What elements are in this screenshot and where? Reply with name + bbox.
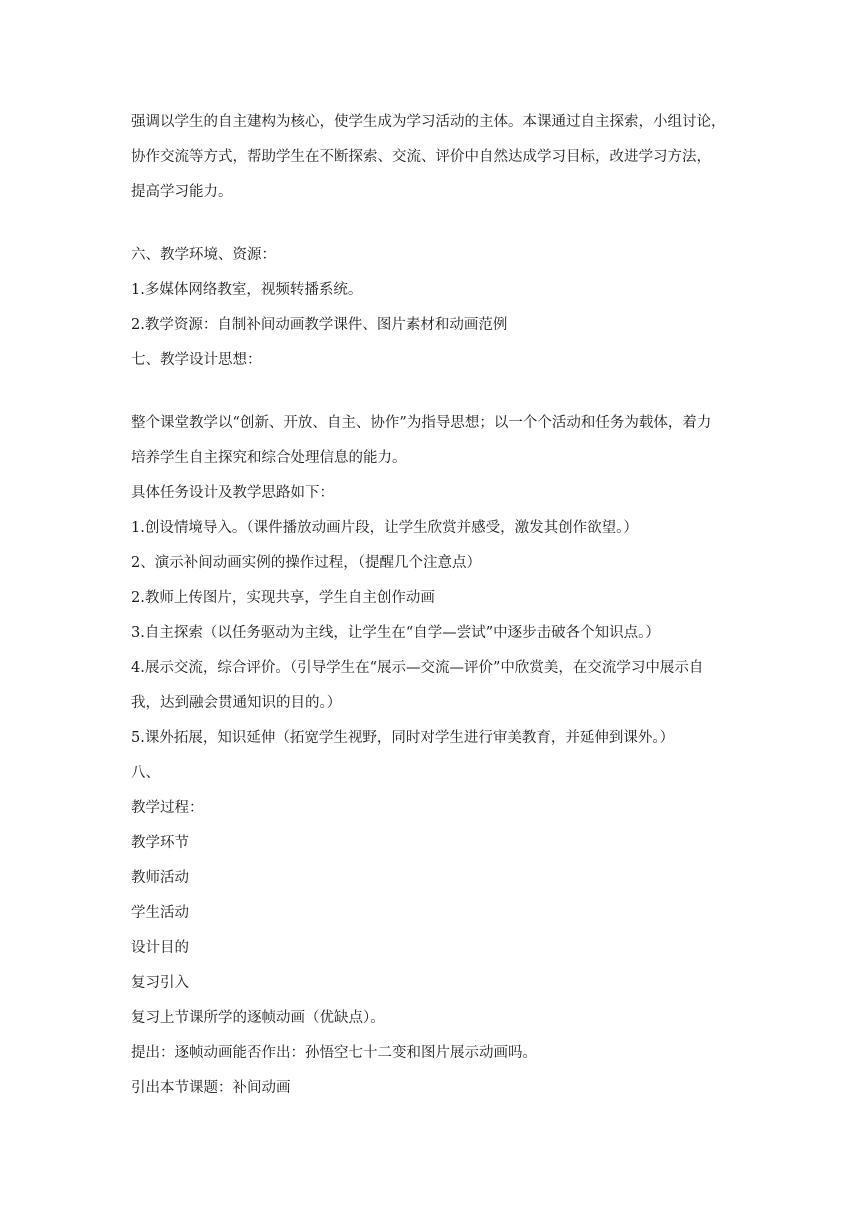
section6-item-2: 2.教学资源：自制补间动画教学课件、图片素材和动画范例	[131, 317, 508, 333]
intro-line-3: 提高学习能力。	[131, 184, 233, 200]
task-item-5-line-2: 我，达到融会贯通知识的目的。）	[131, 695, 342, 711]
task-item-2: 2、演示补间动画实例的操作过程，（提醒几个注意点）	[131, 555, 481, 571]
review-line-2: 提出：逐帧动画能否作出：孙悟空七十二变和图片展示动画吗。	[131, 1045, 537, 1061]
column-student: 学生活动	[131, 905, 189, 921]
section6-title: 六、教学环境、资源：	[131, 247, 276, 263]
spacer	[131, 381, 731, 409]
document-page	[131, 108, 731, 1109]
process-title: 教学过程：	[131, 800, 204, 816]
intro-line-1: 强调以学生的自主建构为核心，使学生成为学习活动的主体。本课通过自主探索，小组讨论，	[131, 114, 726, 130]
section7-body-line-2: 培养学生自主探究和综合处理信息的能力。	[131, 450, 407, 466]
task-intro: 具体任务设计及教学思路如下：	[131, 485, 334, 501]
section8-title: 八、	[131, 765, 160, 781]
review-line-3: 引出本节课题：补间动画	[131, 1080, 291, 1096]
task-item-4: 3.自主探索（以任务驱动为主线，让学生在“自学—尝试”中逐步击破各个知识点。）	[131, 625, 660, 641]
stage-review: 复习引入	[131, 975, 189, 991]
task-item-6: 5.课外拓展，知识延伸（拓宽学生视野，同时对学生进行审美教育，并延伸到课外。）	[131, 730, 675, 746]
intro-line-2: 协作交流等方式，帮助学生在不断探索、交流、评价中自然达成学习目标，改进学习方法，	[131, 149, 711, 165]
column-teacher: 教师活动	[131, 870, 189, 886]
spacer	[131, 213, 731, 241]
task-item-5-line-1: 4.展示交流，综合评价。（引导学生在“展示—交流—评价”中欣赏美，在交流学习中展示自	[131, 660, 704, 676]
section7-body-line-1: 整个课堂教学以“创新、开放、自主、协作”为指导思想；以一个个活动和任务为载体，着力	[131, 415, 712, 431]
section6-item-1: 1.多媒体网络教室，视频转播系统。	[131, 282, 363, 298]
column-stage: 教学环节	[131, 835, 189, 851]
column-purpose: 设计目的	[131, 940, 189, 956]
task-item-1: 1.创设情境导入。（课件播放动画片段，让学生欣赏并感受，激发其创作欲望。）	[131, 520, 638, 536]
section7-title: 七、教学设计思想：	[131, 352, 262, 368]
task-item-3: 2.教师上传图片，实现共享，学生自主创作动画	[131, 590, 435, 606]
review-line-1: 复习上节课所学的逐帧动画（优缺点）。	[131, 1010, 385, 1026]
